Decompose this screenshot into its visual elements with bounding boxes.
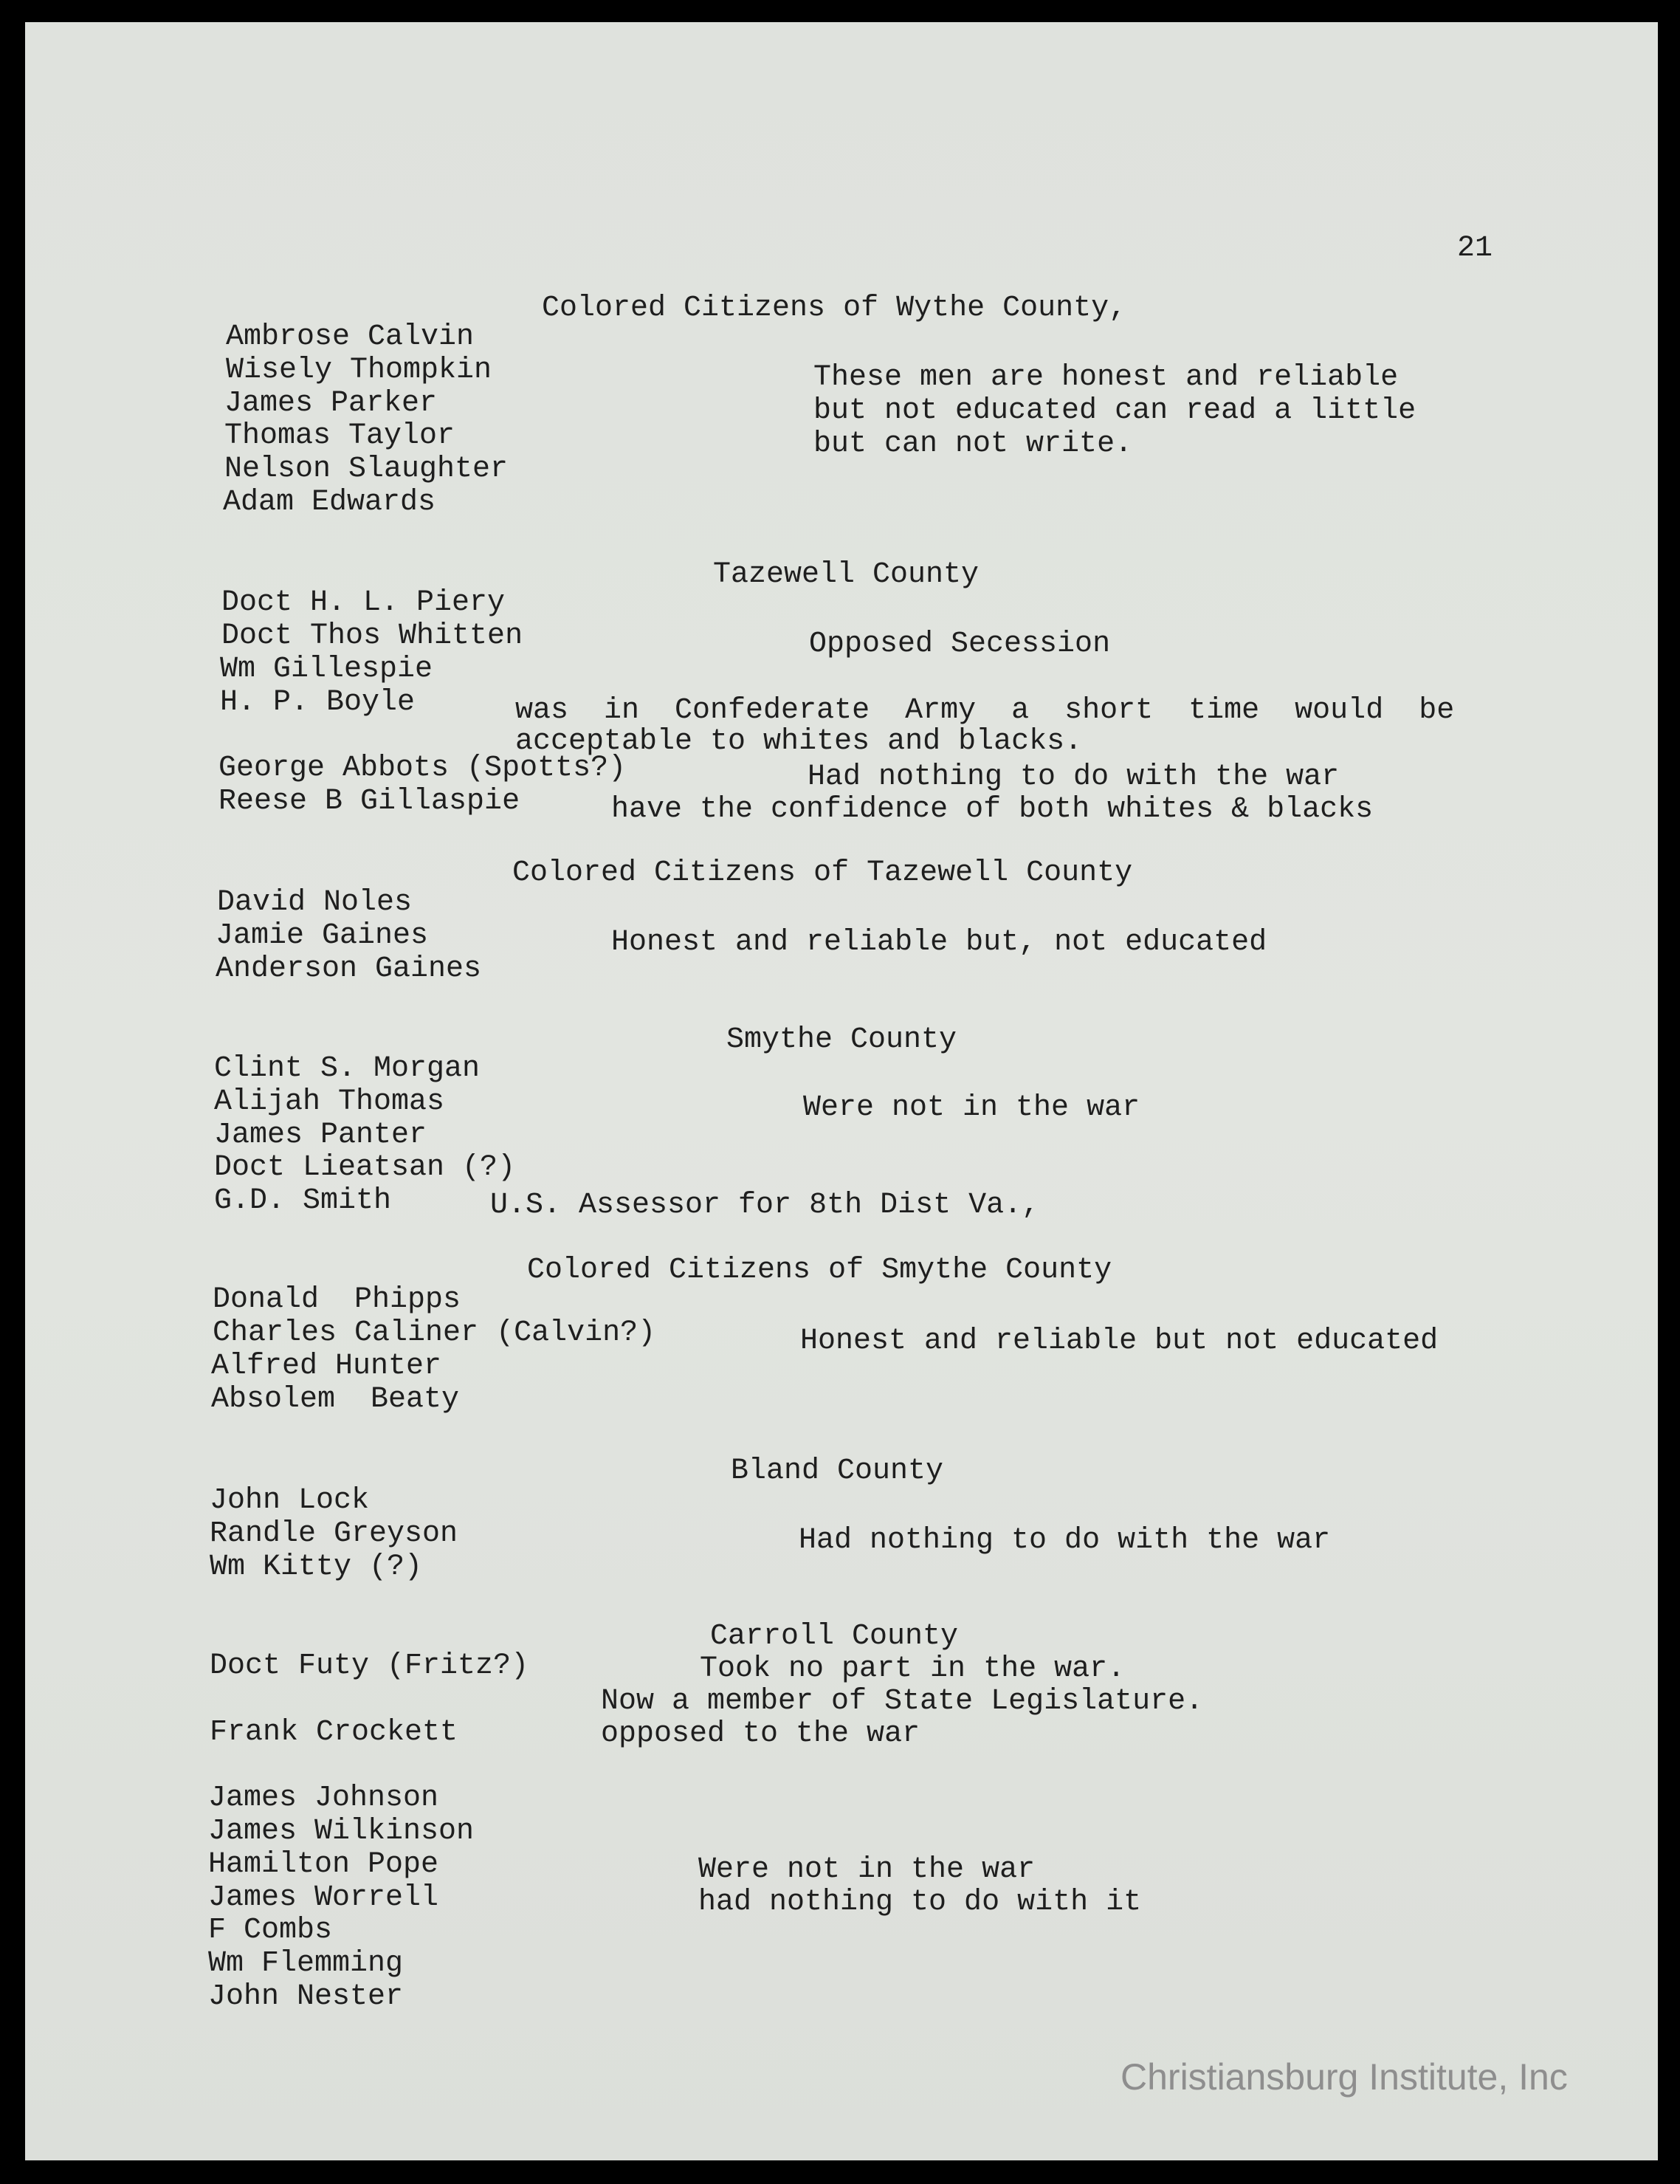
name-line: Doct Futy (Fritz?) <box>210 1649 529 1683</box>
name-line: Alijah Thomas <box>214 1085 445 1119</box>
name-line: Jamie Gaines <box>216 919 429 952</box>
name-line: Wisely Thompkin <box>226 354 492 387</box>
name-line: John Nester <box>208 1980 404 2013</box>
section-heading: Bland County <box>731 1455 944 1488</box>
name-line: G.D. Smith <box>214 1184 392 1218</box>
name-line: F Combs <box>208 1914 333 1947</box>
name-line: John Lock <box>210 1484 370 1517</box>
name-line: Reese B Gillaspie <box>218 785 520 818</box>
note-line: Now a member of State Legislature. <box>601 1685 1204 1718</box>
note-line: acceptable to whites and blacks. <box>515 725 1083 758</box>
name-line: Wm Kitty (?) <box>210 1551 423 1584</box>
name-line: Absolem Beaty <box>211 1383 460 1416</box>
name-line: Donald Phipps <box>213 1283 461 1316</box>
note-line: had nothing to do with it <box>698 1886 1142 1919</box>
name-line: Frank Crockett <box>210 1716 458 1749</box>
note-line: Were not in the war <box>803 1091 1140 1124</box>
name-line: Anderson Gaines <box>216 952 482 986</box>
section-heading: Colored Citizens of Smythe County <box>527 1254 1112 1287</box>
name-line: Wm Flemming <box>208 1947 404 1980</box>
name-line: David Noles <box>217 886 413 919</box>
section-heading: Tazewell County <box>713 558 980 591</box>
name-line: Hamilton Pope <box>208 1848 439 1881</box>
section-heading: Colored Citizens of Wythe County, <box>542 292 1127 325</box>
name-line: Doct H. L. Piery <box>221 586 506 619</box>
note-line: Had nothing to do with the war <box>799 1524 1331 1557</box>
note-line: Honest and reliable but, not educated <box>611 926 1267 959</box>
note-line: Took no part in the war. <box>700 1652 1126 1686</box>
name-line: Ambrose Calvin <box>226 320 475 354</box>
name-line: Charles Caliner (Calvin?) <box>213 1316 656 1350</box>
name-line: Doct Lieatsan (?) <box>214 1151 516 1184</box>
note-line: have the confidence of both whites & blacks <box>611 793 1374 826</box>
section-heading: Carroll County <box>710 1620 959 1653</box>
name-line: Thomas Taylor <box>224 419 455 453</box>
name-line: James Wilkinson <box>208 1815 475 1848</box>
page-number: 21 <box>1457 232 1493 265</box>
name-line: Clint S. Morgan <box>214 1052 481 1085</box>
name-line: George Abbots (Spotts?) <box>218 752 627 785</box>
name-line: James Johnson <box>208 1782 439 1815</box>
name-line: James Parker <box>224 387 438 420</box>
name-line: H. P. Boyle <box>220 686 416 719</box>
name-line: Nelson Slaughter <box>224 453 509 486</box>
name-line: James Panter <box>214 1119 427 1152</box>
name-line: Adam Edwards <box>223 486 436 519</box>
note-line: U.S. Assessor for 8th Dist Va., <box>490 1189 1040 1222</box>
note-line: Had nothing to do with the war <box>808 760 1340 794</box>
note-line: Were not in the war <box>698 1853 1036 1886</box>
name-line: Randle Greyson <box>210 1517 458 1551</box>
note-line: These men are honest and reliable <box>813 361 1399 394</box>
name-line: Alfred Hunter <box>211 1350 442 1383</box>
name-line: Wm Gillespie <box>220 653 433 686</box>
watermark-text: Christiansburg Institute, Inc <box>1120 2056 1568 2098</box>
name-line: Doct Thos Whitten <box>221 619 523 653</box>
note-line: but not educated can read a little <box>813 394 1416 427</box>
note-line: Opposed Secession <box>809 628 1111 661</box>
note-line: Honest and reliable but not educated <box>800 1325 1439 1358</box>
section-heading: Smythe County <box>726 1023 957 1057</box>
note-line: but can not write. <box>813 427 1133 461</box>
name-line: James Worrell <box>208 1881 439 1915</box>
note-line: was in Confederate Army a short time would be <box>515 694 1455 727</box>
note-line: opposed to the war <box>601 1717 920 1751</box>
section-heading: Colored Citizens of Tazewell County <box>512 856 1133 890</box>
